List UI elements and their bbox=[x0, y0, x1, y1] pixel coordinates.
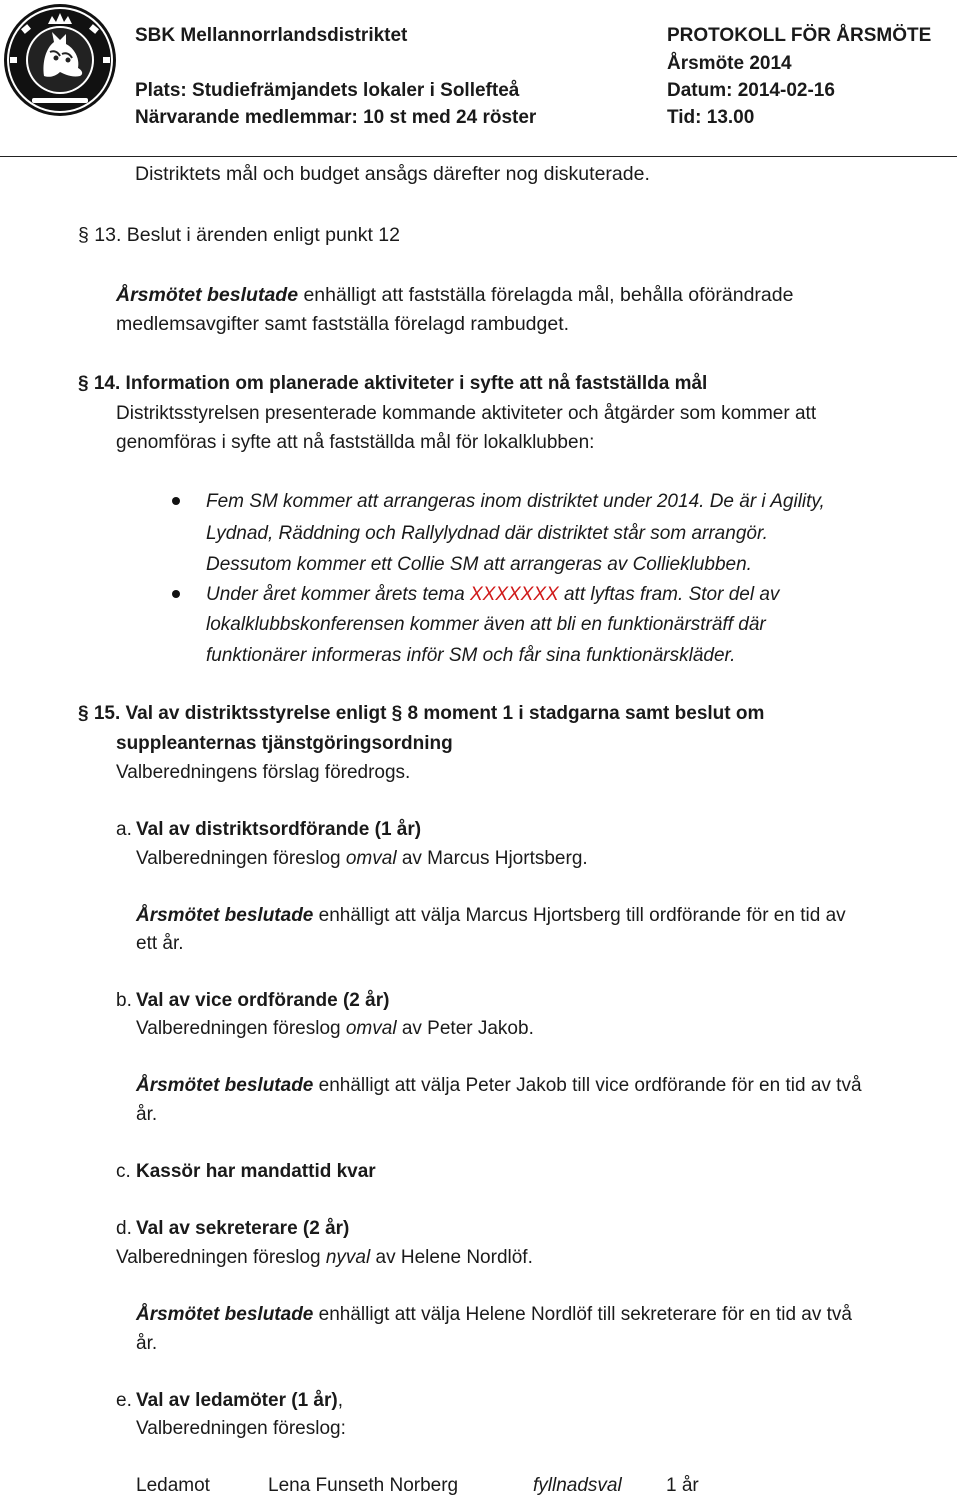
meeting-time: Tid: 13.00 bbox=[667, 107, 755, 128]
item-e-title bbox=[136, 1391, 343, 1410]
item-b-proposal bbox=[136, 1019, 534, 1038]
item-b-decision bbox=[136, 1076, 862, 1095]
proposal-type: omval bbox=[345, 1018, 397, 1039]
decision-lead: Årsmötet beslutade bbox=[136, 1304, 314, 1325]
theme-placeholder: XXXXXXX bbox=[469, 584, 559, 605]
meeting-place: Plats: Studiefrämjandets lokaler i Sollefteå bbox=[135, 80, 520, 101]
item-c-title: Kassör har mandattid kvar bbox=[136, 1161, 376, 1182]
decision-text: enhälligt att välja Peter Jakob till vice ordförande för en tid av två bbox=[313, 1075, 862, 1096]
item-a-title: Val av distriktsordförande (1 år) bbox=[136, 819, 422, 840]
meeting-date: Datum: 2014-02-16 bbox=[667, 80, 835, 101]
item-a-decision bbox=[136, 906, 846, 925]
svenska-brukshundklubben-seal-icon bbox=[2, 2, 118, 118]
decision-text: enhälligt att fastställa förelagda mål, behålla oförändrade bbox=[298, 284, 794, 306]
bullet-2-line2: lokalklubbskonferensen kommer även att bli en funktionärsträff där bbox=[206, 614, 766, 635]
section-13-heading bbox=[78, 226, 400, 246]
item-e-label: e. bbox=[116, 1390, 132, 1411]
item-d-label: d. bbox=[116, 1218, 132, 1239]
item-a-decision-line2: ett år. bbox=[136, 933, 184, 954]
proposal-text: Valberedningen föreslog bbox=[116, 1247, 326, 1268]
proposal-text: av Peter Jakob. bbox=[396, 1018, 534, 1039]
section-number: § 14. bbox=[78, 373, 121, 394]
section-number: § 15. bbox=[78, 703, 121, 724]
section-14-heading bbox=[78, 374, 707, 393]
bullet-1-line3: Dessutom kommer ett Collie SM att arrangeras av Collieklubben. bbox=[206, 554, 752, 575]
attendees: Närvarande medlemmar: 10 st med 24 röster bbox=[135, 107, 537, 128]
bullet-1-line1: Fem SM kommer att arrangeras inom distriktet under 2014. De är i Agility, bbox=[206, 491, 825, 512]
item-c-label: c. bbox=[116, 1161, 131, 1182]
item-a-proposal bbox=[136, 849, 588, 868]
item-b-title: Val av vice ordförande (2 år) bbox=[136, 990, 390, 1011]
election-type: fyllnadsval bbox=[533, 1475, 622, 1496]
item-d-decision bbox=[136, 1305, 852, 1324]
section-15-intro: Valberedningens förslag föredrogs. bbox=[116, 762, 411, 783]
meeting-name: Årsmöte 2014 bbox=[667, 53, 792, 74]
bullet-1-line2: Lydnad, Räddning och Rallylydnad där distriktet står som arrangör. bbox=[206, 523, 768, 544]
section-15-title-line2: suppleanternas tjänstgöringsordning bbox=[116, 733, 453, 754]
item-d-proposal bbox=[116, 1248, 533, 1267]
bullet-dot bbox=[172, 590, 180, 598]
title-punctuation: , bbox=[337, 1390, 343, 1411]
decision-text: enhälligt att välja Marcus Hjortsberg till ordförande för en tid av bbox=[313, 905, 846, 926]
proposal-text: Valberedningen föreslog bbox=[136, 848, 346, 869]
proposal-type: nyval bbox=[325, 1247, 371, 1268]
org-name: SBK Mellannorrlandsdistriktet bbox=[135, 25, 408, 46]
decision-lead: Årsmötet beslutade bbox=[136, 905, 314, 926]
section-title: Information om planerade aktiviteter i syfte att nå fastställda mål bbox=[125, 373, 708, 394]
header-divider bbox=[0, 156, 957, 157]
item-title: Val av ledamöter (1 år) bbox=[136, 1390, 338, 1411]
bullet-2-text: Under året kommer årets tema bbox=[206, 584, 470, 605]
term-length: 1 år bbox=[666, 1475, 699, 1496]
proposal-text: av Helene Nordlöf. bbox=[370, 1247, 533, 1268]
item-d-title: Val av sekreterare (2 år) bbox=[136, 1218, 350, 1239]
item-d-decision-line2: år. bbox=[136, 1333, 158, 1354]
decision-lead: Årsmötet beslutade bbox=[136, 1075, 314, 1096]
decision-lead: Årsmötet beslutade bbox=[116, 284, 299, 306]
section-14-paragraph-line2: genomföras i syfte att nå fastställda mål för lokalklubben: bbox=[116, 432, 595, 453]
document-header bbox=[0, 0, 960, 158]
section-13-decision-line2: medlemsavgifter samt fastställa förelagd rambudget. bbox=[116, 313, 570, 335]
proposal-type: omval bbox=[345, 848, 397, 869]
bullet-dot bbox=[172, 497, 180, 505]
item-b-decision-line2: år. bbox=[136, 1104, 158, 1125]
decision-text: enhälligt att välja Helene Nordlöf till sekreterare för en tid av två bbox=[313, 1304, 852, 1325]
section-13-decision bbox=[116, 286, 793, 306]
doc-type: PROTOKOLL FÖR ÅRSMÖTE bbox=[667, 25, 932, 46]
bullet-2-line1 bbox=[206, 585, 779, 604]
item-a-label: a. bbox=[116, 819, 132, 840]
member-role: Ledamot bbox=[136, 1475, 210, 1496]
section-14-paragraph-line1: Distriktsstyrelsen presenterade kommande aktiviteter och åtgärder som kommer att bbox=[116, 403, 817, 424]
proposal-text: Valberedningen föreslog bbox=[136, 1018, 346, 1039]
section-title: Beslut i ärenden enligt punkt 12 bbox=[126, 224, 400, 246]
bullet-2-line3: funktionärer informeras inför SM och får sina funktionärskläder. bbox=[206, 645, 736, 666]
intro-text: Distriktets mål och budget ansågs därefter nog diskuterade. bbox=[135, 163, 650, 185]
member-name: Lena Funseth Norberg bbox=[268, 1475, 459, 1496]
bullet-2-text: att lyftas fram. Stor del av bbox=[558, 584, 780, 605]
proposal-text: av Marcus Hjortsberg. bbox=[396, 848, 588, 869]
section-number: § 13. bbox=[78, 224, 122, 246]
item-b-label: b. bbox=[116, 990, 132, 1011]
section-title: Val av distriktsstyrelse enligt § 8 moment 1 i stadgarna samt beslut om bbox=[125, 703, 765, 724]
item-e-proposal: Valberedningen föreslog: bbox=[136, 1418, 346, 1439]
section-15-heading bbox=[78, 704, 764, 723]
